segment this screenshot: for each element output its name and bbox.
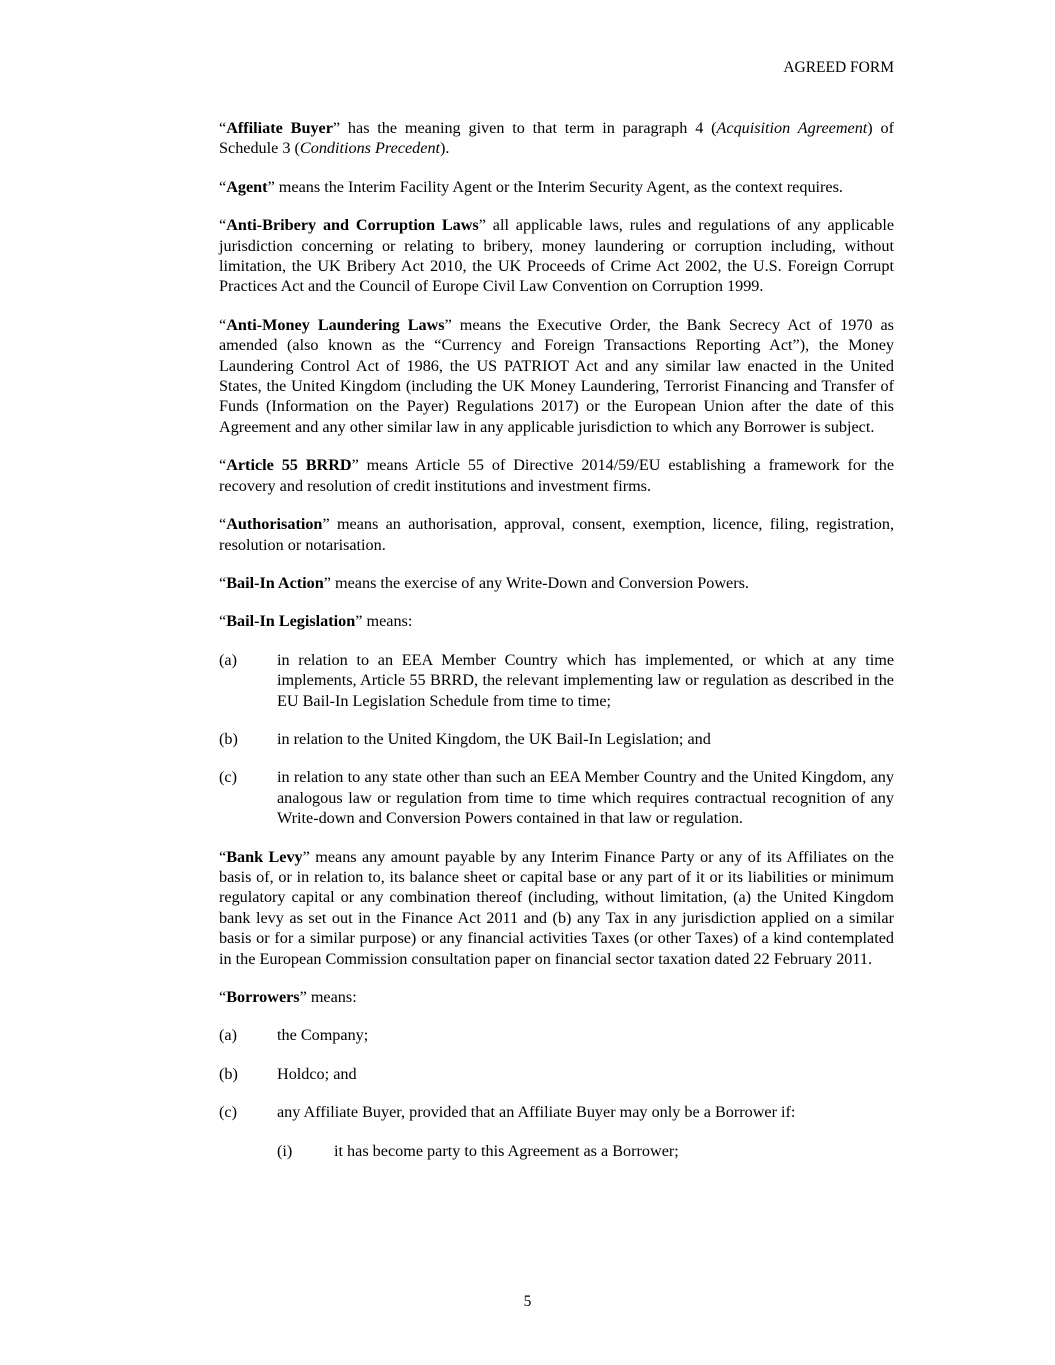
- definition-agent: “Agent” means the Interim Facility Agent or the Interim Security Agent, as the context requires.: [219, 177, 843, 196]
- sub-list-item: (i) it has become party to this Agreement as a Borrower;: [277, 1141, 679, 1160]
- header-agreed-form: AGREED FORM: [783, 59, 894, 76]
- definition-bail-in-action: “Bail-In Action” means the exercise of any Write-Down and Conversion Powers.: [219, 573, 749, 592]
- definition-authorisation: “Authorisation” means an authorisation, approval, consent, exemption, licence, filing, registration, resolution or notarisation.: [219, 515, 894, 554]
- term-borrowers: Borrowers: [226, 988, 300, 1006]
- list-item: (a) in relation to an EEA Member Country which has implemented, or which at any time implements, Article 55 BRRD, the relevant implementing law or regulation as described in the EU Bail-In Legislation Schedule from time to time;: [219, 650, 894, 710]
- term-anti-money-laundering: Anti-Money Laundering Laws: [226, 315, 445, 334]
- definition-article-55-brrd: “Article 55 BRRD” means Article 55 of Directive 2014/59/EU establishing a framework for the recovery and resolution of credit institutions and investment firms.: [219, 456, 895, 495]
- list-item: (a) the Company;: [219, 1026, 369, 1045]
- definition-borrowers: “Borrowers” means:: [219, 988, 357, 1006]
- term-anti-bribery: Anti-Bribery and Corruption Laws: [226, 216, 479, 235]
- page-number: 5: [523, 1293, 532, 1310]
- definition-anti-bribery: “Anti-Bribery and Corruption Laws” all applicable laws, rules and regulations of any applicable jurisdiction concerning or relating to bribery, money laundering or corruption including, without limitation, the UK Bribery Act 2010, the UK Proceeds of Crime Act 2002, the U.S. Foreign Corrupt Practices Act and the Council of Europe Civil Law Convention on Corruption 1999.: [219, 216, 895, 296]
- term-agent: Agent: [226, 177, 268, 196]
- document-body: [219, 118, 894, 1161]
- definition-anti-money-laundering: “Anti-Money Laundering Laws” means the Executive Order, the Bank Secrecy Act of 1970 as amended (also known as the “Currency and Foreign Transactions Reporting Act”), the Money Laundering Control Act of 1986, the US PATRIOT Act and any similar law enacted in the United States, the United Kingdom (including the UK Money Laundering, Terrorist Financing and Transfer of Funds (Information on the Payer) Regulations 2017) or the European Union after the date of this Agreement and any other similar law in any applicable jurisdiction to which any Borrower is subject.: [219, 315, 894, 436]
- term-bank-levy: Bank Levy: [226, 847, 303, 866]
- definition-bail-in-legislation: “Bail-In Legislation” means:: [219, 612, 413, 631]
- definition-bank-levy: “Bank Levy” means any amount payable by any Interim Finance Party or any of its Affiliates on the basis of, or in relation to, its balance sheet or capital base or any part of it or its liabilities or minimum regulatory capital or any combination thereof (including, without limitation, (a) the United Kingdom bank levy as set out in the Finance Act 2011 and (b) any Tax in any jurisdiction applied on a similar basis or for a similar purpose) or any financial activities Taxes (or other Taxes) of a kind contemplated in the European Commission consultation paper on financial sector taxation dated 22 February 2011.: [219, 847, 894, 968]
- list-item: (b) in relation to the United Kingdom, the UK Bail-In Legislation; and: [219, 729, 711, 748]
- list-item: (c) in relation to any state other than such an EEA Member Country and the United Kingdom, any analogous law or regulation from time to time which requires contractual recognition of any Write-down and Conversion Powers contained in that law or regulation.: [219, 768, 894, 828]
- term-bail-in-legislation: Bail-In Legislation: [226, 612, 356, 631]
- term-authorisation: Authorisation: [226, 515, 323, 534]
- term-article-55-brrd: Article 55 BRRD: [226, 456, 352, 475]
- definition-affiliate-buyer: “Affiliate Buyer” has the meaning given to that term in paragraph 4 (Acquisition Agreement) of Schedule 3 (Conditions Precedent).: [219, 119, 894, 158]
- term-affiliate-buyer: Affiliate Buyer: [226, 119, 333, 137]
- term-bail-in-action: Bail-In Action: [226, 573, 324, 592]
- list-item: (c) any Affiliate Buyer, provided that an Affiliate Buyer may only be a Borrower if:: [219, 1103, 796, 1122]
- list-item: (b) Holdco; and: [219, 1064, 357, 1083]
